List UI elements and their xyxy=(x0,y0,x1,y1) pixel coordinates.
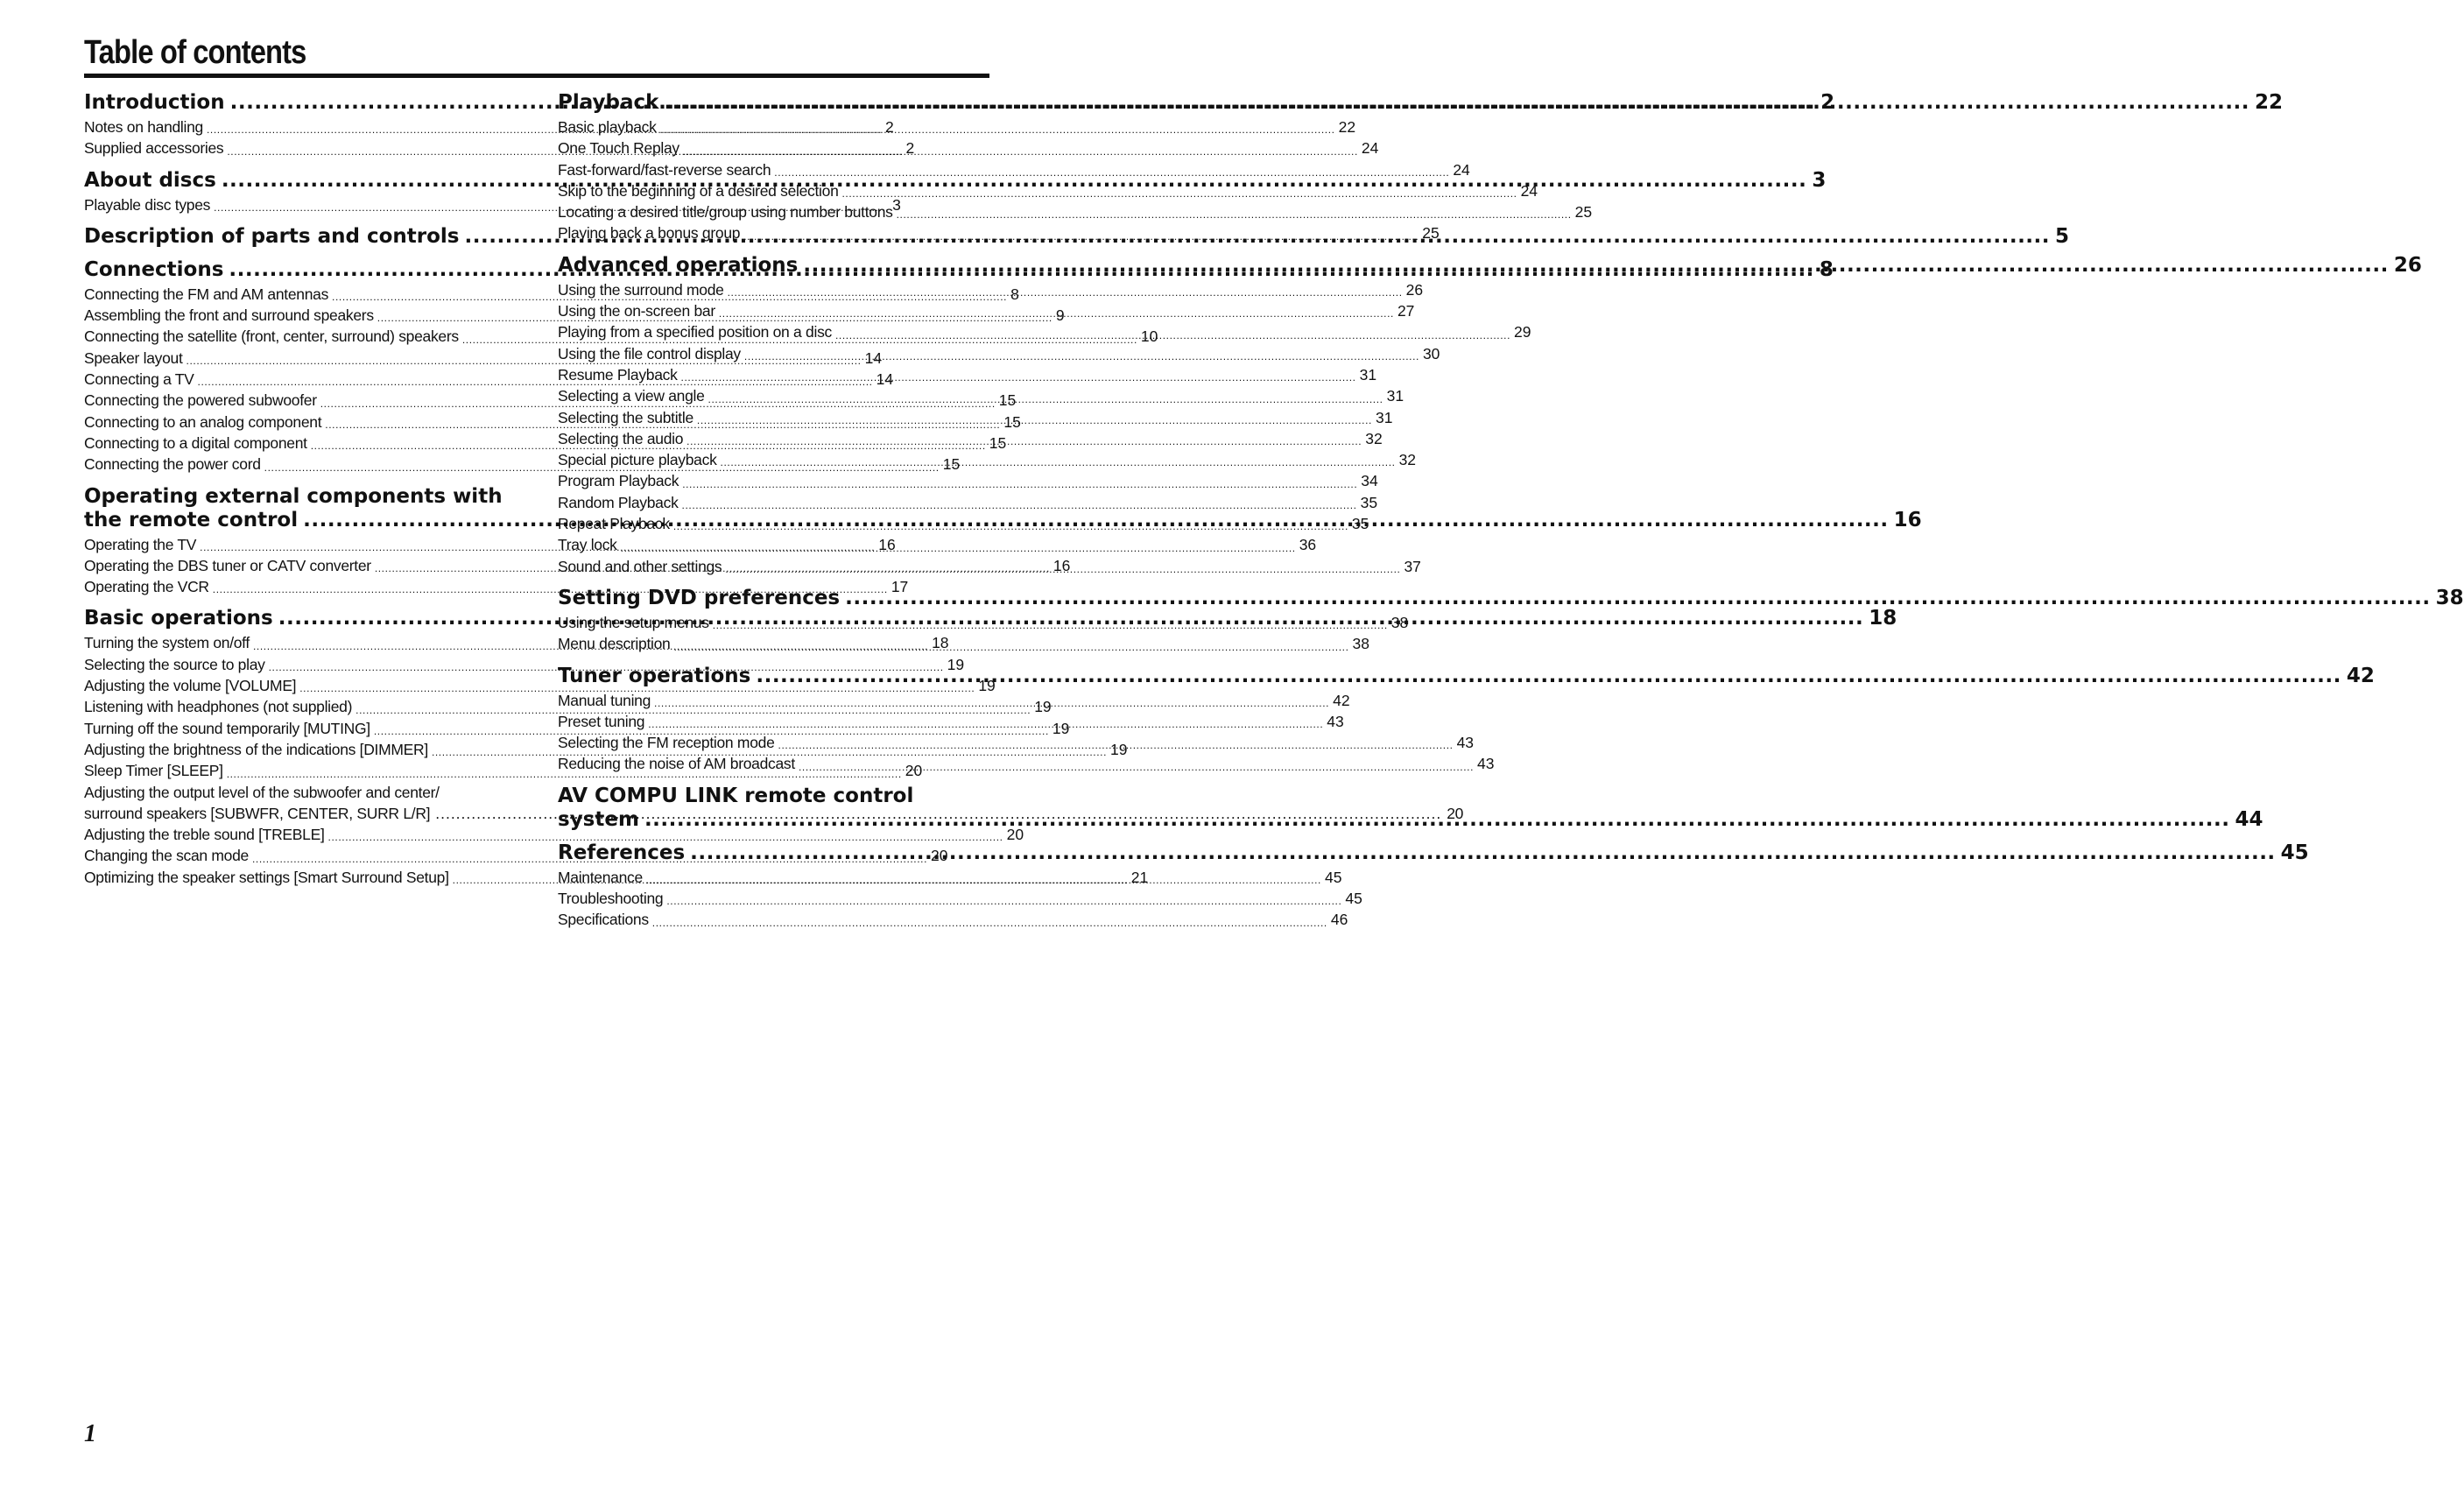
dot-leader xyxy=(644,808,2230,832)
toc-entry[interactable] xyxy=(558,116,1356,137)
toc-entry-label: Menu description xyxy=(558,635,671,653)
toc-entry-label: Connecting to a digital component xyxy=(84,433,307,452)
toc-entry-label: Preset tuning xyxy=(558,712,645,730)
toc-entry-label: Skip to the beginning of a desired selection xyxy=(558,181,839,200)
toc-entry-label: Playing back a bonus group xyxy=(558,224,741,243)
toc-entry-page: 16 xyxy=(1052,556,1071,574)
toc-heading-text: About discs xyxy=(84,168,216,192)
toc-entry[interactable] xyxy=(558,159,1470,180)
toc-entry[interactable] xyxy=(84,654,965,675)
toc-entry-page: 45 xyxy=(1345,890,1362,908)
toc-entry-label: Assembling the front and surround speakers xyxy=(84,306,374,325)
dot-leader xyxy=(897,207,1572,222)
toc-entry[interactable] xyxy=(558,888,1362,909)
toc-entry-label: Operating the TV xyxy=(84,535,197,553)
toc-entry[interactable] xyxy=(558,364,1377,385)
toc-entry-page: 15 xyxy=(1003,412,1021,431)
toc-entry-label: Selecting the subtitle xyxy=(558,408,693,426)
toc-entry-label: Connecting to an analog component xyxy=(84,412,322,431)
toc-entry-label: Playing from a specified position on a disc xyxy=(558,323,832,341)
page-title: Table of contents xyxy=(84,34,306,71)
toc-entry[interactable] xyxy=(558,534,1317,555)
toc-entry-page: 15 xyxy=(942,455,961,474)
toc-entry-label: Using the surround mode xyxy=(558,280,724,299)
toc-entry[interactable] xyxy=(558,633,1369,654)
toc-heading-text: Basic operations xyxy=(84,607,273,630)
toc-heading-page: 3 xyxy=(1812,168,1827,192)
dot-leader xyxy=(654,695,1329,711)
toc-heading-text: Introduction xyxy=(84,91,225,114)
toc-entry-label: Resume Playback xyxy=(558,365,678,384)
toc-entry-page: 15 xyxy=(998,391,1017,410)
toc-entry-label: Connecting a TV xyxy=(84,370,194,389)
toc-entry-label-line1: Adjusting the output level of the subwoofer and center/ xyxy=(84,783,440,801)
toc-entry-label: Optimizing the speaker settings [Smart Surround Setup] xyxy=(84,868,449,886)
dot-leader xyxy=(682,497,1357,513)
toc-entry[interactable] xyxy=(558,222,1440,243)
toc-entry-page: 16 xyxy=(878,535,896,553)
toc-heading-page: 22 xyxy=(2254,91,2283,114)
toc-heading-text: Description of parts and controls xyxy=(84,224,460,248)
toc-entry-label: Locating a desired title/group using number buttons xyxy=(558,203,893,222)
toc-entry-page: 19 xyxy=(1034,698,1052,716)
toc-section-heading[interactable] xyxy=(558,253,2422,278)
toc-heading-page: 16 xyxy=(1893,508,1922,531)
toc-entry-list xyxy=(558,116,1593,244)
toc-entry-page: 46 xyxy=(1330,911,1348,929)
toc-entry-page: 31 xyxy=(1375,408,1393,426)
toc-entry-label: Troubleshooting xyxy=(558,890,664,908)
dot-leader xyxy=(835,327,1510,343)
dot-leader xyxy=(682,476,1357,492)
toc-entry-label: Playable disc types xyxy=(84,195,211,214)
toc-entry-label: Basic playback xyxy=(558,118,657,136)
toc-entry-label: Operating the VCR xyxy=(84,578,209,596)
toc-entry-page: 35 xyxy=(1360,493,1378,511)
toc-entry-page: 30 xyxy=(1422,344,1440,362)
toc-entry-page: 31 xyxy=(1386,387,1404,405)
toc-entry-label: Operating the DBS tuner or CATV converter xyxy=(84,556,371,574)
toc-entry-label: Tray lock xyxy=(558,536,617,554)
dot-leader xyxy=(681,369,1356,385)
dot-leader xyxy=(803,254,2389,278)
toc-entry-page: 24 xyxy=(1453,160,1470,179)
toc-heading-page: 5 xyxy=(2055,224,2070,248)
toc-entry-label: Reducing the noise of AM broadcast xyxy=(558,755,795,773)
toc-entry-page: 19 xyxy=(947,655,965,673)
toc-section-heading[interactable] xyxy=(558,91,2283,115)
toc-entry[interactable] xyxy=(558,753,1495,774)
toc-entry-label: Turning off the sound temporarily [MUTING] xyxy=(84,719,370,737)
toc-entry-page: 43 xyxy=(1456,734,1475,752)
dot-leader xyxy=(756,665,2341,688)
toc-entry-page: 2 xyxy=(905,139,915,158)
toc-entry-page: 27 xyxy=(1397,302,1415,320)
toc-heading-page: 45 xyxy=(2280,841,2309,864)
toc-heading-line1: Operating external components with xyxy=(84,484,503,508)
dot-leader xyxy=(713,617,1388,633)
toc-entry-page: 22 xyxy=(1338,118,1356,136)
toc-entry-page: 19 xyxy=(1052,719,1070,737)
toc-entry-page: 34 xyxy=(1361,472,1378,490)
dot-leader xyxy=(728,285,1403,300)
toc-entry-label: Connecting the satellite (front, center, surround) speakers xyxy=(84,327,459,346)
toc-entry-page: 25 xyxy=(1574,203,1593,222)
toc-heading-text: Playback xyxy=(558,91,659,114)
toc-entry-label: Connecting the FM and AM antennas xyxy=(84,285,329,303)
toc-entry-page: 35 xyxy=(1351,515,1369,533)
toc-entry-page: 20 xyxy=(905,762,923,780)
toc-heading-page: 42 xyxy=(2346,664,2375,687)
dot-leader xyxy=(845,587,2431,610)
toc-entry-label: Selecting a view angle xyxy=(558,387,705,405)
dot-leader xyxy=(697,412,1372,428)
toc-entry-page: 2 xyxy=(885,118,894,136)
toc-entry-page: 29 xyxy=(1514,323,1531,341)
toc-heading-page: 26 xyxy=(2393,253,2422,277)
toc-heading-line1: AV COMPU LINK remote control xyxy=(558,784,914,807)
toc-entry-label: Selecting the audio xyxy=(558,429,684,447)
toc-entry-page: 24 xyxy=(1361,139,1379,158)
dot-leader xyxy=(708,391,1383,407)
dot-leader xyxy=(721,454,1396,470)
toc-entry-page: 36 xyxy=(1299,536,1317,554)
toc-entry-page: 32 xyxy=(1365,429,1383,447)
toc-section-heading[interactable] xyxy=(558,586,2464,610)
toc-entry-page: 24 xyxy=(1520,181,1538,200)
dot-leader xyxy=(686,433,1362,449)
toc-entry-label: Sleep Timer [SLEEP] xyxy=(84,762,223,780)
toc-entry-label: Using the on-screen bar xyxy=(558,302,715,320)
toc-entry[interactable] xyxy=(84,824,1024,845)
toc-entry-page: 42 xyxy=(1333,691,1350,709)
toc-entry-page: 45 xyxy=(1324,868,1342,886)
dot-leader xyxy=(652,915,1327,931)
toc-entry-page: 20 xyxy=(1447,804,1464,822)
toc-heading-text: References xyxy=(558,841,686,864)
toc-heading-page: 18 xyxy=(1869,607,1897,630)
dot-leader xyxy=(725,561,1400,577)
toc-heading-text: Tuner operations xyxy=(558,664,751,687)
toc-entry-page: 17 xyxy=(891,578,909,596)
toc-entry-label: Turning the system on/off xyxy=(84,634,250,652)
toc-entry-label: Selecting the source to play xyxy=(84,655,265,673)
toc-entry-label: One Touch Replay xyxy=(558,139,679,158)
toc-entry-label: Connecting the power cord xyxy=(84,455,261,474)
dot-leader xyxy=(744,348,1419,364)
toc-entry-page: 31 xyxy=(1359,365,1377,384)
toc-entry-page: 21 xyxy=(1130,868,1149,886)
toc-entry[interactable] xyxy=(558,470,1378,491)
toc-heading-text: Setting DVD preferences xyxy=(558,586,841,609)
dot-leader xyxy=(666,893,1341,909)
toc-entry-label: Sound and other settings xyxy=(558,557,722,575)
toc-entry-label: Manual tuning xyxy=(558,691,651,709)
dot-leader xyxy=(660,122,1335,137)
dot-leader xyxy=(673,639,1348,655)
dot-leader xyxy=(621,540,1296,556)
toc-entry-page: 43 xyxy=(1327,712,1344,730)
dot-leader xyxy=(646,872,1321,888)
dot-leader xyxy=(683,144,1358,159)
toc-entry[interactable] xyxy=(558,343,1440,364)
toc-entry-page: 20 xyxy=(931,847,948,865)
dot-leader xyxy=(778,737,1454,753)
toc-entry-label: Supplied accessories xyxy=(84,139,224,158)
toc-entry-label: Fast-forward/fast-reverse search xyxy=(558,160,771,179)
toc-entry-label: Adjusting the volume [VOLUME] xyxy=(84,677,297,695)
toc-entry-label: Selecting the FM reception mode xyxy=(558,734,775,752)
toc-heading-page: 2 xyxy=(1820,91,1835,114)
toc-entry[interactable] xyxy=(558,449,1417,470)
toc-heading-text: the remote control xyxy=(84,508,299,531)
dot-leader xyxy=(648,716,1323,732)
toc-entry-label: Repeat Playback xyxy=(558,515,670,533)
toc-entry-page: 19 xyxy=(978,677,996,695)
dot-leader xyxy=(743,229,1419,244)
page-number: 1 xyxy=(84,1420,96,1447)
toc-entry[interactable] xyxy=(558,513,1369,534)
toc-entry-page: 14 xyxy=(876,370,894,389)
toc-entry-label: Using the setup menus xyxy=(558,613,709,631)
toc-entry-page: 19 xyxy=(1110,740,1128,758)
toc-entry-page: 25 xyxy=(1422,224,1440,243)
toc-heading-page: 38 xyxy=(2435,586,2464,609)
toc-entry-label: Speaker layout xyxy=(84,348,183,367)
toc-entry[interactable] xyxy=(558,201,1593,222)
dot-leader xyxy=(690,841,2276,865)
dot-leader xyxy=(673,518,1348,534)
toc-entry[interactable] xyxy=(558,137,1379,158)
toc-heading-page: 8 xyxy=(1819,257,1834,281)
toc-entry-page: 3 xyxy=(892,195,901,214)
toc-entry[interactable] xyxy=(558,612,1409,633)
toc-entry-page: 10 xyxy=(1140,327,1158,346)
toc-entry-page: 26 xyxy=(1405,280,1424,299)
toc-entry-page: 32 xyxy=(1398,451,1417,469)
toc-entry[interactable] xyxy=(558,300,1415,321)
toc-entry-label: Adjusting the brightness of the indications [DIMMER] xyxy=(84,740,428,758)
toc-entry[interactable] xyxy=(558,909,1348,930)
toc-entry-page: 38 xyxy=(1390,613,1409,631)
toc-entry-label: Notes on handling xyxy=(84,118,203,136)
toc-entry[interactable] xyxy=(558,279,1424,300)
toc-heading-text: Advanced operations xyxy=(558,253,799,277)
toc-entry-label: surround speakers [SUBWFR, CENTER, SURR L/R] xyxy=(84,804,431,822)
toc-heading-text: Connections xyxy=(84,257,224,281)
toc-entry-label: Changing the scan mode xyxy=(84,847,249,865)
toc-section-heading[interactable] xyxy=(558,841,2309,865)
toc-entry-list xyxy=(558,612,1409,655)
toc-entry-page: 20 xyxy=(1006,826,1024,844)
dot-leader xyxy=(774,165,1449,180)
toc-entry[interactable] xyxy=(558,492,1378,513)
toc-entry-label: Special picture playback xyxy=(558,451,717,469)
toc-entry-page: 18 xyxy=(932,634,949,652)
toc-entry-label: Random Playback xyxy=(558,493,679,511)
toc-entry-page: 38 xyxy=(1352,635,1369,653)
toc-heading-page: 44 xyxy=(2235,807,2263,831)
toc-heading-text: system xyxy=(558,807,639,831)
toc-entry-page: 43 xyxy=(1477,755,1495,773)
toc-entry-label: Specifications xyxy=(558,911,649,929)
toc-entry-page: 14 xyxy=(864,348,883,367)
title-rule xyxy=(84,74,989,78)
dot-leader xyxy=(842,186,1517,201)
dot-leader xyxy=(799,759,1474,775)
toc-entry-label: Listening with headphones (not supplied) xyxy=(84,698,353,716)
toc-entry-label: Using the file control display xyxy=(558,344,741,362)
toc-entry[interactable] xyxy=(558,180,1538,201)
toc-entry-label: Maintenance xyxy=(558,868,643,886)
toc-entry-page: 9 xyxy=(1055,306,1065,325)
toc-entry-page: 15 xyxy=(989,433,1007,452)
toc-entry[interactable] xyxy=(84,576,909,597)
dot-leader xyxy=(664,91,2249,115)
toc-entry-label: Connecting the powered subwoofer xyxy=(84,391,317,410)
dot-leader xyxy=(719,306,1394,321)
toc-entry-label: Program Playback xyxy=(558,472,679,490)
toc-section xyxy=(558,91,2283,244)
toc-entry-page: 8 xyxy=(1010,285,1019,303)
toc-entry-label: Adjusting the treble sound [TREBLE] xyxy=(84,826,325,844)
toc-entry-page: 37 xyxy=(1404,557,1421,575)
